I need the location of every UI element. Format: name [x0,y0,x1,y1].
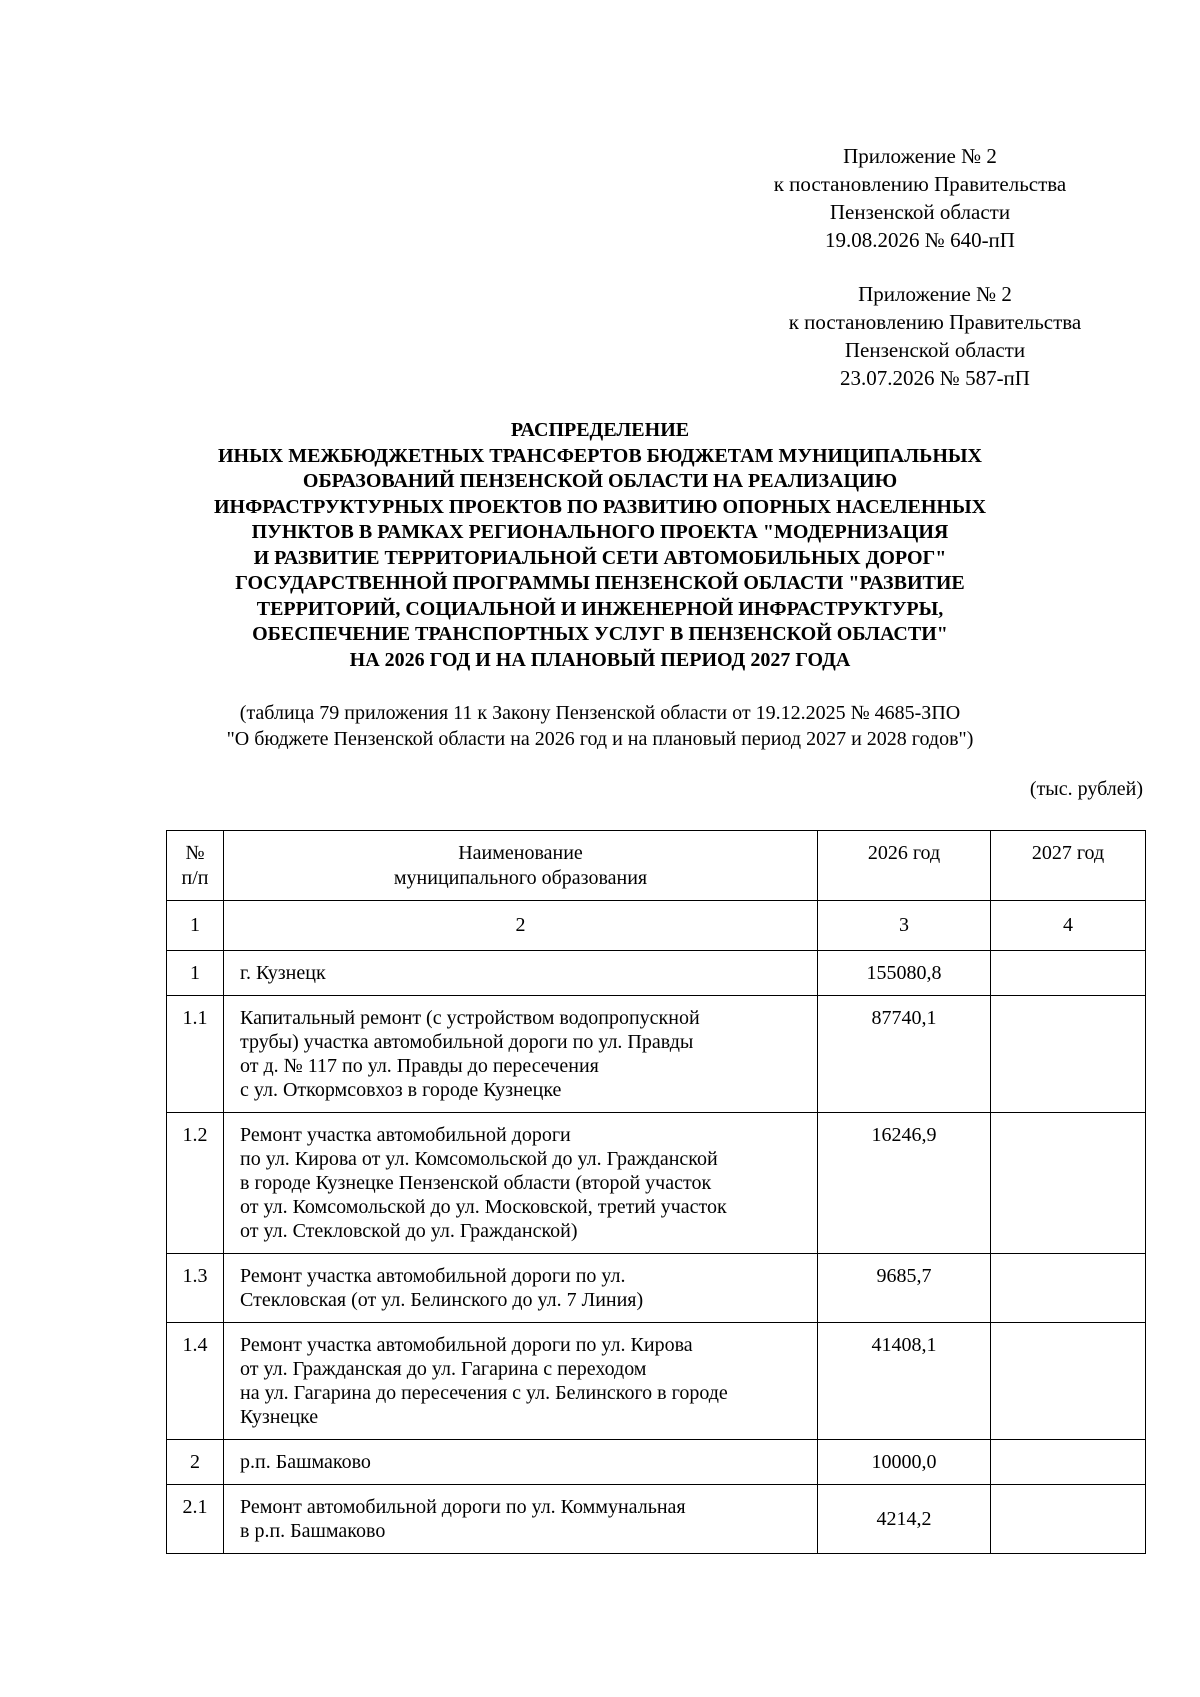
row-2026-cell [818,1254,991,1323]
reference-line: (таблица 79 приложения 11 к Закону Пензенской области от 19.12.2025 № 4685-ЗПО [239,702,961,724]
value-2026: 41408,1 [871,1334,937,1356]
header-text: Наименование [458,842,583,864]
table-row [167,1254,1146,1323]
appendix-note-previous [750,280,1120,392]
row-name-cell [224,951,818,996]
title-line: РАСПРЕДЕЛЕНИЕ [510,419,690,441]
value-2027 [991,1440,1145,1450]
row-2026-cell [818,1485,991,1554]
row-number: 2 [190,1451,200,1473]
value-2027 [991,951,1145,961]
title-line: ОБРАЗОВАНИЙ ПЕНЗЕНСКОЙ ОБЛАСТИ НА РЕАЛИЗАЦИЮ [302,470,898,492]
table-header-row [167,831,1146,901]
header-text: № [185,842,205,864]
row-number: 2.1 [182,1496,208,1518]
value-2026: 10000,0 [871,1451,937,1473]
row-number: 1.2 [182,1124,208,1146]
appendix-line: Пензенской области [829,200,1011,224]
row-2026-cell [818,996,991,1113]
row-2026-cell [818,951,991,996]
value-2027 [991,1323,1145,1333]
column-number-cell [224,901,818,951]
table-row [167,951,1146,996]
document-title [100,418,1100,673]
value-2027 [991,1485,1145,1495]
row-number-cell [167,1440,224,1485]
row-number: 1 [190,962,200,984]
table-row [167,1440,1146,1485]
column-number: 4 [1063,914,1073,936]
row-number-cell [167,1485,224,1554]
table-row [167,1113,1146,1254]
title-line: ТЕРРИТОРИЙ, СОЦИАЛЬНОЙ И ИНЖЕНЕРНОЙ ИНФРАСТРУКТУРЫ, [256,597,944,620]
column-number: 3 [899,914,909,936]
row-name-line: по ул. Кирова от ул. Комсомольской до ул. Гражданской [240,1148,718,1170]
row-name-line: в городе Кузнецке Пензенской области (второй участок [240,1172,712,1194]
title-line: ИНФРАСТРУКТУРНЫХ ПРОЕКТОВ ПО РАЗВИТИЮ ОПОРНЫХ НАСЕЛЕННЫХ [213,495,987,518]
row-2027-cell [991,1323,1146,1440]
row-2027-cell [991,951,1146,996]
appendix-line: Приложение № 2 [843,144,997,168]
row-number-cell [167,1113,224,1254]
row-2027-cell [991,1440,1146,1485]
header-text: муниципального образования [393,867,648,889]
row-2027-cell [991,996,1146,1113]
value-2027 [991,1254,1145,1264]
title-line: ГОСУДАРСТВЕННОЙ ПРОГРАММЫ ПЕНЗЕНСКОЙ ОБЛАСТИ "РАЗВИТИЕ [235,572,965,594]
row-name-line: г. Кузнецк [240,962,326,984]
row-name-line: на ул. Гагарина до пересечения с ул. Белинского в городе [240,1382,728,1404]
header-text: 2026 год [867,842,941,864]
row-number: 1.4 [182,1334,208,1356]
row-name-line: от д. № 117 по ул. Правды до пересечения [240,1055,599,1077]
row-2027-cell [991,1485,1146,1554]
row-name-line: трубы) участка автомобильной дороги по ул. Правды [240,1031,694,1053]
row-name-line: Ремонт участка автомобильной дороги [240,1124,571,1146]
header-2026-cell [818,831,991,901]
row-2027-cell [991,1113,1146,1254]
units-label: (тыс. рублей) [1029,778,1143,800]
row-number-cell [167,1254,224,1323]
row-name-line: р.п. Башмаково [240,1451,371,1473]
title-line: ОБЕСПЕЧЕНИЕ ТРАНСПОРТНЫХ УСЛУГ В ПЕНЗЕНСКОЙ ОБЛАСТИ" [252,623,948,645]
value-2026: 9685,7 [876,1265,932,1287]
row-name-line: Кузнецке [240,1406,319,1428]
title-line: НА 2026 ГОД И НА ПЛАНОВЫЙ ПЕРИОД 2027 ГОДА [349,648,851,671]
row-number-cell [167,951,224,996]
header-2027-cell [991,831,1146,901]
row-name-line: от ул. Гражданская до ул. Гагарина с переходом [240,1358,647,1380]
appendix-line: к постановлению Правительства [788,310,1082,334]
row-name-cell [224,1254,818,1323]
column-number-cell [167,901,224,951]
row-name-line: от ул. Комсомольской до ул. Московской, третий участок [240,1196,727,1218]
title-line: ПУНКТОВ В РАМКАХ РЕГИОНАЛЬНОГО ПРОЕКТА "МОДЕРНИЗАЦИЯ [251,521,949,543]
appendix-line: Приложение № 2 [858,282,1012,306]
row-name-cell [224,996,818,1113]
value-2026: 4214,2 [876,1508,932,1530]
column-number-cell [818,901,991,951]
row-2027-cell [991,1254,1146,1323]
header-text: 2027 год [1031,842,1105,864]
value-2027 [991,996,1145,1006]
row-name-line: Стекловская (от ул. Белинского до ул. 7 Линия) [240,1289,644,1311]
column-number: 1 [190,914,200,936]
row-2026-cell [818,1113,991,1254]
row-name-cell [224,1323,818,1440]
row-name-cell [224,1485,818,1554]
value-2026: 155080,8 [866,962,942,984]
header-number-cell [167,831,224,901]
row-name-line: от ул. Стекловской до ул. Гражданской) [240,1220,578,1242]
column-number: 2 [515,914,526,936]
row-name-line: Ремонт участка автомобильной дороги по ул. [240,1265,626,1287]
row-name-line: Ремонт участка автомобильной дороги по ул. Кирова [240,1334,693,1356]
row-name-line: в р.п. Башмаково [240,1520,386,1542]
row-name-cell [224,1440,818,1485]
row-2026-cell [818,1440,991,1485]
header-name-cell [224,831,818,901]
row-name-line: Ремонт автомобильной дороги по ул. Коммунальная [240,1496,686,1518]
transfers-table [166,830,1146,1554]
appendix-line: к постановлению Правительства [773,172,1067,196]
table-row [167,1323,1146,1440]
table-row [167,1485,1146,1554]
appendix-note-current [735,142,1105,254]
row-2026-cell [818,1323,991,1440]
value-2027 [991,1113,1145,1123]
appendix-line: 23.07.2026 № 587-пП [840,366,1030,390]
column-numbers-row [167,901,1146,951]
title-line: И РАЗВИТИЕ ТЕРРИТОРИАЛЬНОЙ СЕТИ АВТОМОБИЛЬНЫХ ДОРОГ" [253,546,947,569]
row-name-cell [224,1113,818,1254]
table-row [167,996,1146,1113]
reference-line: "О бюджете Пензенской области на 2026 год и на плановый период 2027 и 2028 годов") [226,728,974,750]
appendix-line: Пензенской области [844,338,1026,362]
row-number: 1.1 [182,1007,208,1029]
legal-reference [100,700,1100,752]
appendix-line: 19.08.2026 № 640-пП [825,228,1015,252]
row-number-cell [167,996,224,1113]
header-text: п/п [181,867,209,889]
row-number-cell [167,1323,224,1440]
value-2026: 16246,9 [871,1124,937,1146]
column-number-cell [991,901,1146,951]
title-line: ИНЫХ МЕЖБЮДЖЕТНЫХ ТРАНСФЕРТОВ БЮДЖЕТАМ МУНИЦИПАЛЬНЫХ [218,444,982,467]
row-name-line: Капитальный ремонт (с устройством водопропускной [240,1007,700,1029]
value-2026: 87740,1 [871,1007,937,1029]
row-name-line: с ул. Откормсовхоз в городе Кузнецке [240,1079,562,1101]
row-number: 1.3 [182,1265,208,1287]
